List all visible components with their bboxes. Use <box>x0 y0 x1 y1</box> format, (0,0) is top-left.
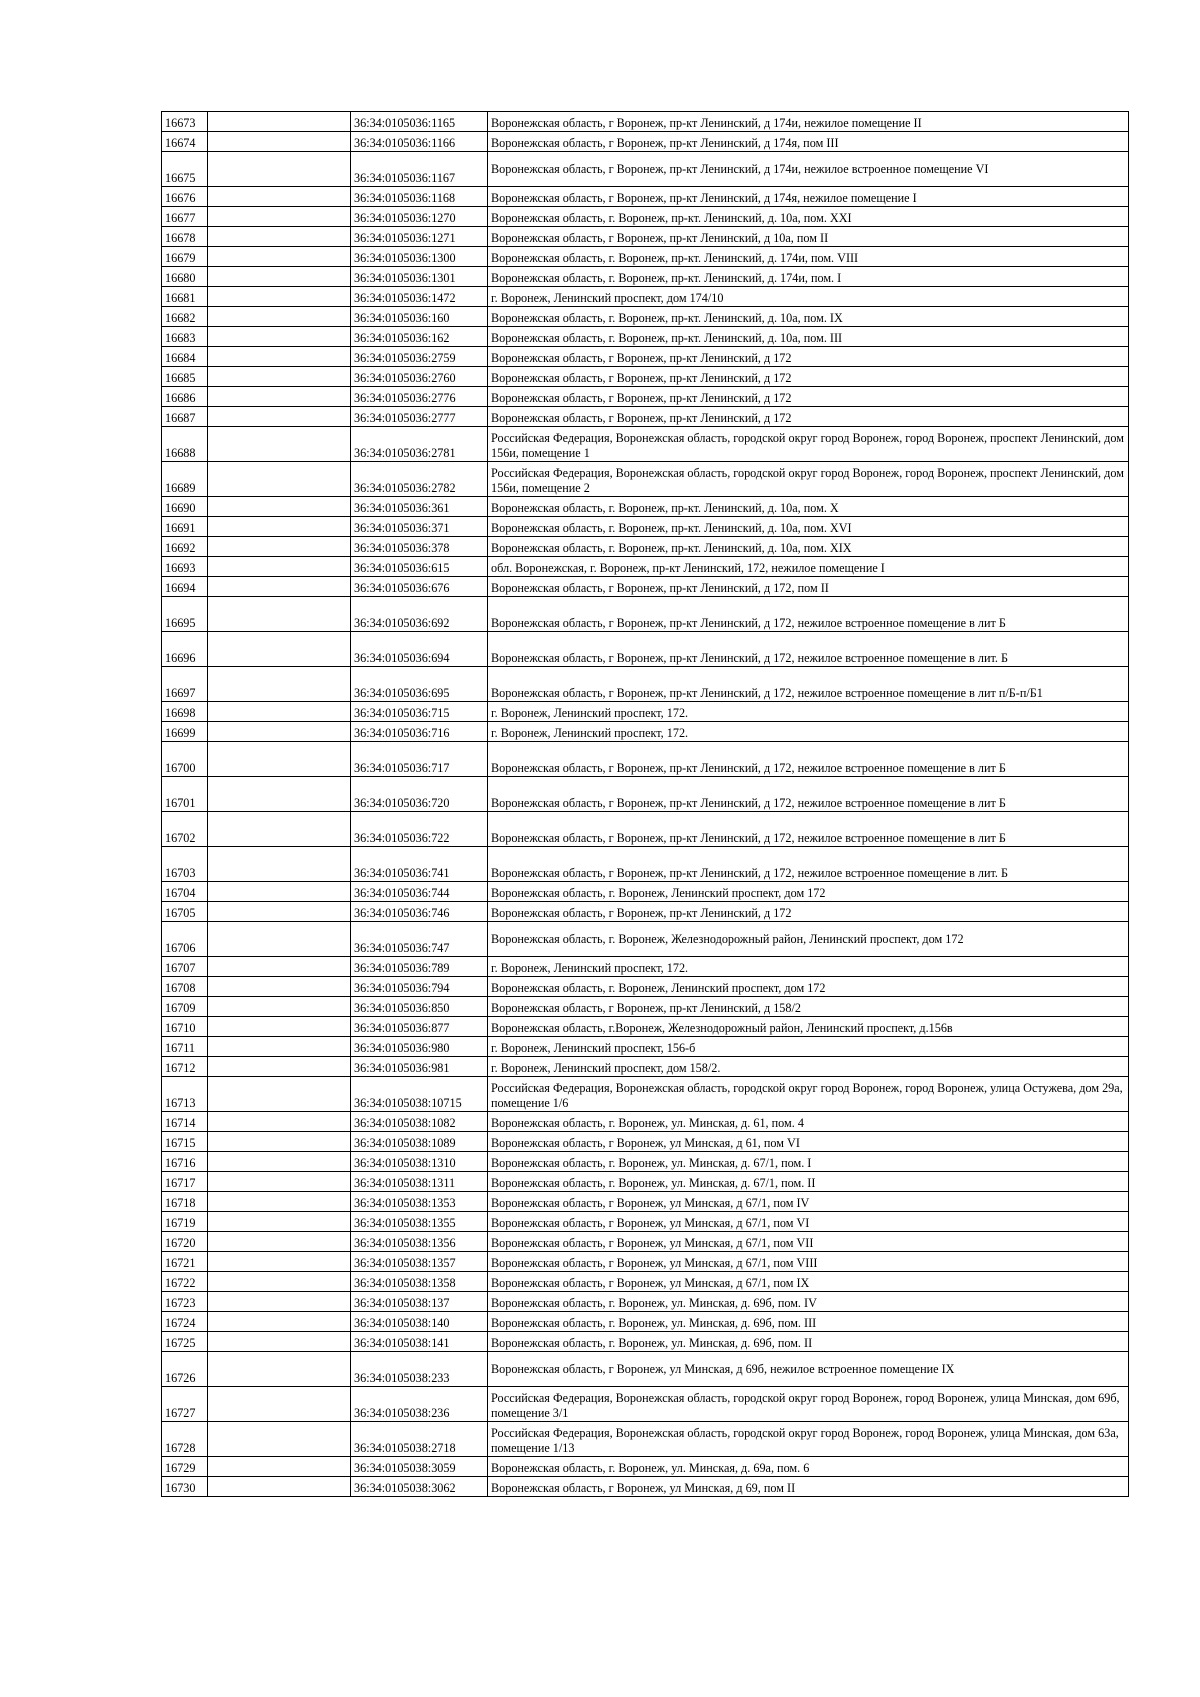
address-cell: Воронежская область, г.Воронеж, Железнодорожный район, Ленинский проспект, д.156в <box>488 1017 1129 1037</box>
table-row <box>162 1172 1129 1192</box>
cadastral-number-cell: 36:34:0105036:162 <box>351 327 488 347</box>
empty-cell <box>208 307 351 327</box>
address-cell: Воронежская область, г. Воронеж, ул. Минская, д. 69а, пом. 6 <box>488 1457 1129 1477</box>
row-number-cell: 16730 <box>162 1477 208 1497</box>
address-cell: Воронежская область, г. Воронеж, ул. Минская, д. 67/1, пом. II <box>488 1172 1129 1192</box>
address-cell: Воронежская область, г Воронеж, пр-кт Ленинский, д 174и, нежилое встроенное помещение VI <box>488 152 1129 187</box>
table-row <box>162 742 1129 777</box>
row-number-cell: 16720 <box>162 1232 208 1252</box>
cadastral-number-cell: 36:34:0105036:1472 <box>351 287 488 307</box>
row-number-cell: 16688 <box>162 427 208 462</box>
table-row <box>162 517 1129 537</box>
cadastral-number-cell: 36:34:0105038:233 <box>351 1352 488 1387</box>
cadastral-number-cell: 36:34:0105036:716 <box>351 722 488 742</box>
table-row <box>162 112 1129 132</box>
address-cell: Воронежская область, г Воронеж, ул Минская, д 67/1, пом IV <box>488 1192 1129 1212</box>
table-row <box>162 1292 1129 1312</box>
table-row <box>162 667 1129 702</box>
table-row <box>162 347 1129 367</box>
table-row <box>162 387 1129 407</box>
table-row <box>162 1352 1129 1387</box>
address-cell: Воронежская область, г Воронеж, пр-кт Ленинский, д 172, нежилое встроенное помещение в лит. Б <box>488 632 1129 667</box>
table-row <box>162 247 1129 267</box>
cadastral-number-cell: 36:34:0105036:2777 <box>351 407 488 427</box>
row-number-cell: 16706 <box>162 922 208 957</box>
table-row <box>162 1037 1129 1057</box>
table-row <box>162 187 1129 207</box>
cadastral-number-cell: 36:34:0105036:615 <box>351 557 488 577</box>
address-cell: Российская Федерация, Воронежская область, городской округ город Воронеж, город Воронеж, проспект Ленинский, дом 156и, помещение 2 <box>488 462 1129 497</box>
table-row <box>162 882 1129 902</box>
row-number-cell: 16691 <box>162 517 208 537</box>
empty-cell <box>208 1477 351 1497</box>
empty-cell <box>208 1037 351 1057</box>
row-number-cell: 16705 <box>162 902 208 922</box>
table-row <box>162 152 1129 187</box>
cadastral-number-cell: 36:34:0105036:2776 <box>351 387 488 407</box>
table-row <box>162 997 1129 1017</box>
cadastral-number-cell: 36:34:0105036:1166 <box>351 132 488 152</box>
address-cell: Воронежская область, г. Воронеж, Железнодорожный район, Ленинский проспект, дом 172 <box>488 922 1129 957</box>
empty-cell <box>208 882 351 902</box>
table-row <box>162 1252 1129 1272</box>
row-number-cell: 16682 <box>162 307 208 327</box>
row-number-cell: 16674 <box>162 132 208 152</box>
empty-cell <box>208 577 351 597</box>
empty-cell <box>208 742 351 777</box>
row-number-cell: 16684 <box>162 347 208 367</box>
address-cell: Воронежская область, г Воронеж, пр-кт Ленинский, д 172 <box>488 407 1129 427</box>
table-row <box>162 327 1129 347</box>
table-row <box>162 632 1129 667</box>
cadastral-number-cell: 36:34:0105036:980 <box>351 1037 488 1057</box>
address-cell: Воронежская область, г. Воронеж, Ленинский проспект, дом 172 <box>488 882 1129 902</box>
address-cell: Воронежская область, г Воронеж, пр-кт Ленинский, д 172 <box>488 367 1129 387</box>
cadastral-number-cell: 36:34:0105038:137 <box>351 1292 488 1312</box>
empty-cell <box>208 557 351 577</box>
empty-cell <box>208 152 351 187</box>
empty-cell <box>208 497 351 517</box>
row-number-cell: 16677 <box>162 207 208 227</box>
table-row <box>162 777 1129 812</box>
empty-cell <box>208 427 351 462</box>
cadastral-number-cell: 36:34:0105036:2782 <box>351 462 488 497</box>
empty-cell <box>208 777 351 812</box>
address-cell: г. Воронеж, Ленинский проспект, 172. <box>488 722 1129 742</box>
cadastral-number-cell: 36:34:0105038:236 <box>351 1387 488 1422</box>
empty-cell <box>208 1212 351 1232</box>
cadastral-number-cell: 36:34:0105038:3059 <box>351 1457 488 1477</box>
cadastral-number-cell: 36:34:0105036:694 <box>351 632 488 667</box>
cadastral-number-cell: 36:34:0105036:2759 <box>351 347 488 367</box>
empty-cell <box>208 267 351 287</box>
table-row <box>162 497 1129 517</box>
empty-cell <box>208 1292 351 1312</box>
cadastral-number-cell: 36:34:0105036:1165 <box>351 112 488 132</box>
cadastral-number-cell: 36:34:0105036:160 <box>351 307 488 327</box>
address-cell: Воронежская область, г Воронеж, ул Минская, д 61, пом VI <box>488 1132 1129 1152</box>
table-row <box>162 1332 1129 1352</box>
row-number-cell: 16680 <box>162 267 208 287</box>
cadastral-number-cell: 36:34:0105036:741 <box>351 847 488 882</box>
table-row <box>162 957 1129 977</box>
empty-cell <box>208 287 351 307</box>
row-number-cell: 16685 <box>162 367 208 387</box>
table-row <box>162 1272 1129 1292</box>
table-row <box>162 1057 1129 1077</box>
address-cell: Воронежская область, г. Воронеж, ул. Минская, д. 67/1, пом. I <box>488 1152 1129 1172</box>
row-number-cell: 16673 <box>162 112 208 132</box>
empty-cell <box>208 847 351 882</box>
cadastral-number-cell: 36:34:0105036:1300 <box>351 247 488 267</box>
row-number-cell: 16693 <box>162 557 208 577</box>
empty-cell <box>208 327 351 347</box>
address-cell: г. Воронеж, Ленинский проспект, 156-б <box>488 1037 1129 1057</box>
address-cell: Воронежская область, г Воронеж, пр-кт Ленинский, д 172, нежилое встроенное помещение в лит Б <box>488 812 1129 847</box>
empty-cell <box>208 407 351 427</box>
table-row <box>162 922 1129 957</box>
row-number-cell: 16692 <box>162 537 208 557</box>
empty-cell <box>208 1132 351 1152</box>
row-number-cell: 16696 <box>162 632 208 667</box>
row-number-cell: 16727 <box>162 1387 208 1422</box>
table-row <box>162 227 1129 247</box>
table-row <box>162 367 1129 387</box>
empty-cell <box>208 207 351 227</box>
empty-cell <box>208 1352 351 1387</box>
table-row <box>162 1457 1129 1477</box>
row-number-cell: 16722 <box>162 1272 208 1292</box>
cadastral-number-cell: 36:34:0105036:1168 <box>351 187 488 207</box>
empty-cell <box>208 1232 351 1252</box>
address-cell: Российская Федерация, Воронежская область, городской округ город Воронеж, город Воронеж, улица Остужева, дом 29а, помещение 1/6 <box>488 1077 1129 1112</box>
cadastral-number-cell: 36:34:0105036:717 <box>351 742 488 777</box>
address-cell: обл. Воронежская, г. Воронеж, пр-кт Ленинский, 172, нежилое помещение I <box>488 557 1129 577</box>
cadastral-number-cell: 36:34:0105038:1089 <box>351 1132 488 1152</box>
empty-cell <box>208 247 351 267</box>
row-number-cell: 16711 <box>162 1037 208 1057</box>
row-number-cell: 16723 <box>162 1292 208 1312</box>
address-cell: Воронежская область, г. Воронеж, ул. Минская, д. 69б, пом. II <box>488 1332 1129 1352</box>
cadastral-number-cell: 36:34:0105036:850 <box>351 997 488 1017</box>
address-cell: Воронежская область, г. Воронеж, пр-кт. Ленинский, д. 10а, пом. XIX <box>488 537 1129 557</box>
address-cell: г. Воронеж, Ленинский проспект, дом 158/2. <box>488 1057 1129 1077</box>
empty-cell <box>208 1152 351 1172</box>
address-cell: Российская Федерация, Воронежская область, городской округ город Воронеж, город Воронеж, улица Минская, дом 63а, помещение 1/13 <box>488 1422 1129 1457</box>
address-cell: Воронежская область, г. Воронеж, ул. Минская, д. 61, пом. 4 <box>488 1112 1129 1132</box>
cadastral-number-cell: 36:34:0105036:378 <box>351 537 488 557</box>
cadastral-number-cell: 36:34:0105036:981 <box>351 1057 488 1077</box>
cadastral-number-cell: 36:34:0105036:722 <box>351 812 488 847</box>
row-number-cell: 16719 <box>162 1212 208 1232</box>
cadastral-number-cell: 36:34:0105038:2718 <box>351 1422 488 1457</box>
row-number-cell: 16724 <box>162 1312 208 1332</box>
row-number-cell: 16712 <box>162 1057 208 1077</box>
address-cell: Воронежская область, г Воронеж, пр-кт Ленинский, д 172 <box>488 347 1129 367</box>
cadastral-number-cell: 36:34:0105036:692 <box>351 597 488 632</box>
address-cell: Воронежская область, г. Воронеж, пр-кт. Ленинский, д. 174и, пом. VIII <box>488 247 1129 267</box>
empty-cell <box>208 1387 351 1422</box>
cadastral-number-cell: 36:34:0105038:10715 <box>351 1077 488 1112</box>
cadastral-number-cell: 36:34:0105036:361 <box>351 497 488 517</box>
address-cell: г. Воронеж, Ленинский проспект, 172. <box>488 957 1129 977</box>
address-cell: Воронежская область, г Воронеж, пр-кт Ленинский, д 172 <box>488 387 1129 407</box>
table-row <box>162 1387 1129 1422</box>
empty-cell <box>208 462 351 497</box>
cadastral-number-cell: 36:34:0105036:747 <box>351 922 488 957</box>
row-number-cell: 16716 <box>162 1152 208 1172</box>
table-body <box>162 112 1129 1497</box>
table-row <box>162 1212 1129 1232</box>
empty-cell <box>208 812 351 847</box>
row-number-cell: 16728 <box>162 1422 208 1457</box>
row-number-cell: 16700 <box>162 742 208 777</box>
row-number-cell: 16686 <box>162 387 208 407</box>
row-number-cell: 16703 <box>162 847 208 882</box>
table-row <box>162 1112 1129 1132</box>
cadastral-number-cell: 36:34:0105036:744 <box>351 882 488 902</box>
cadastral-number-cell: 36:34:0105036:1301 <box>351 267 488 287</box>
address-cell: Воронежская область, г Воронеж, ул Минская, д 67/1, пом IX <box>488 1272 1129 1292</box>
row-number-cell: 16694 <box>162 577 208 597</box>
table-row <box>162 597 1129 632</box>
table-row <box>162 902 1129 922</box>
address-cell: Воронежская область, г. Воронеж, пр-кт. Ленинский, д. 10а, пом. III <box>488 327 1129 347</box>
address-cell: Воронежская область, г Воронеж, пр-кт Ленинский, д 10а, пом II <box>488 227 1129 247</box>
address-cell: Российская Федерация, Воронежская область, городской округ город Воронеж, город Воронеж, проспект Ленинский, дом 156и, помещение 1 <box>488 427 1129 462</box>
table-row <box>162 132 1129 152</box>
empty-cell <box>208 112 351 132</box>
property-register-table <box>161 111 1129 1497</box>
row-number-cell: 16690 <box>162 497 208 517</box>
row-number-cell: 16681 <box>162 287 208 307</box>
empty-cell <box>208 597 351 632</box>
row-number-cell: 16701 <box>162 777 208 812</box>
table-row <box>162 407 1129 427</box>
table-row <box>162 267 1129 287</box>
row-number-cell: 16702 <box>162 812 208 847</box>
empty-cell <box>208 1172 351 1192</box>
row-number-cell: 16726 <box>162 1352 208 1387</box>
cadastral-number-cell: 36:34:0105038:1356 <box>351 1232 488 1252</box>
address-cell: Российская Федерация, Воронежская область, городской округ город Воронеж, город Воронеж, улица Минская, дом 69б, помещение 3/1 <box>488 1387 1129 1422</box>
empty-cell <box>208 902 351 922</box>
cadastral-number-cell: 36:34:0105038:1357 <box>351 1252 488 1272</box>
row-number-cell: 16678 <box>162 227 208 247</box>
cadastral-number-cell: 36:34:0105036:1167 <box>351 152 488 187</box>
row-number-cell: 16675 <box>162 152 208 187</box>
address-cell: г. Воронеж, Ленинский проспект, дом 174/10 <box>488 287 1129 307</box>
cadastral-number-cell: 36:34:0105038:1311 <box>351 1172 488 1192</box>
cadastral-number-cell: 36:34:0105038:1355 <box>351 1212 488 1232</box>
address-cell: Воронежская область, г Воронеж, пр-кт Ленинский, д 158/2 <box>488 997 1129 1017</box>
empty-cell <box>208 1017 351 1037</box>
table-row <box>162 1477 1129 1497</box>
row-number-cell: 16721 <box>162 1252 208 1272</box>
empty-cell <box>208 367 351 387</box>
row-number-cell: 16713 <box>162 1077 208 1112</box>
table-row <box>162 287 1129 307</box>
address-cell: Воронежская область, г Воронеж, ул Минская, д 67/1, пом VI <box>488 1212 1129 1232</box>
empty-cell <box>208 1422 351 1457</box>
address-cell: Воронежская область, г. Воронеж, пр-кт. Ленинский, д. 10а, пом. X <box>488 497 1129 517</box>
cadastral-number-cell: 36:34:0105038:141 <box>351 1332 488 1352</box>
cadastral-number-cell: 36:34:0105036:715 <box>351 702 488 722</box>
row-number-cell: 16707 <box>162 957 208 977</box>
empty-cell <box>208 1332 351 1352</box>
cadastral-number-cell: 36:34:0105038:1353 <box>351 1192 488 1212</box>
empty-cell <box>208 517 351 537</box>
table-row <box>162 1077 1129 1112</box>
row-number-cell: 16695 <box>162 597 208 632</box>
cadastral-number-cell: 36:34:0105036:2781 <box>351 427 488 462</box>
address-cell: Воронежская область, г. Воронеж, пр-кт. Ленинский, д. 10а, пом. XXI <box>488 207 1129 227</box>
table-row <box>162 1422 1129 1457</box>
empty-cell <box>208 1192 351 1212</box>
cadastral-number-cell: 36:34:0105038:1358 <box>351 1272 488 1292</box>
cadastral-number-cell: 36:34:0105036:695 <box>351 667 488 702</box>
empty-cell <box>208 1312 351 1332</box>
row-number-cell: 16715 <box>162 1132 208 1152</box>
address-cell: Воронежская область, г. Воронеж, ул. Минская, д. 69б, пом. IV <box>488 1292 1129 1312</box>
table-row <box>162 702 1129 722</box>
cadastral-number-cell: 36:34:0105036:1270 <box>351 207 488 227</box>
address-cell: Воронежская область, г Воронеж, ул Минская, д 69, пом II <box>488 1477 1129 1497</box>
row-number-cell: 16687 <box>162 407 208 427</box>
row-number-cell: 16710 <box>162 1017 208 1037</box>
table-row <box>162 462 1129 497</box>
register-table-page <box>161 111 1129 1497</box>
address-cell: Воронежская область, г Воронеж, ул Минская, д 67/1, пом VII <box>488 1232 1129 1252</box>
cadastral-number-cell: 36:34:0105036:794 <box>351 977 488 997</box>
address-cell: Воронежская область, г. Воронеж, пр-кт. Ленинский, д. 10а, пом. XVI <box>488 517 1129 537</box>
address-cell: Воронежская область, г Воронеж, пр-кт Ленинский, д 172, пом II <box>488 577 1129 597</box>
table-row <box>162 1312 1129 1332</box>
table-row <box>162 207 1129 227</box>
address-cell: Воронежская область, г. Воронеж, пр-кт. Ленинский, д. 10а, пом. IX <box>488 307 1129 327</box>
address-cell: Воронежская область, г Воронеж, пр-кт Ленинский, д 172, нежилое встроенное помещение в лит Б <box>488 742 1129 777</box>
table-row <box>162 577 1129 597</box>
empty-cell <box>208 347 351 367</box>
row-number-cell: 16708 <box>162 977 208 997</box>
row-number-cell: 16729 <box>162 1457 208 1477</box>
table-row <box>162 557 1129 577</box>
address-cell: Воронежская область, г Воронеж, пр-кт Ленинский, д 172, нежилое встроенное помещение в лит п/Б-п/Б1 <box>488 667 1129 702</box>
empty-cell <box>208 667 351 702</box>
empty-cell <box>208 997 351 1017</box>
address-cell: Воронежская область, г Воронеж, пр-кт Ленинский, д 172 <box>488 902 1129 922</box>
table-row <box>162 722 1129 742</box>
empty-cell <box>208 387 351 407</box>
row-number-cell: 16699 <box>162 722 208 742</box>
cadastral-number-cell: 36:34:0105036:1271 <box>351 227 488 247</box>
address-cell: Воронежская область, г Воронеж, пр-кт Ленинский, д 174и, нежилое помещение II <box>488 112 1129 132</box>
row-number-cell: 16679 <box>162 247 208 267</box>
empty-cell <box>208 1112 351 1132</box>
cadastral-number-cell: 36:34:0105038:3062 <box>351 1477 488 1497</box>
cadastral-number-cell: 36:34:0105038:1310 <box>351 1152 488 1172</box>
row-number-cell: 16704 <box>162 882 208 902</box>
empty-cell <box>208 977 351 997</box>
row-number-cell: 16714 <box>162 1112 208 1132</box>
table-row <box>162 1232 1129 1252</box>
row-number-cell: 16676 <box>162 187 208 207</box>
table-row <box>162 977 1129 997</box>
address-cell: Воронежская область, г. Воронеж, пр-кт. Ленинский, д. 174и, пом. I <box>488 267 1129 287</box>
table-row <box>162 537 1129 557</box>
address-cell: Воронежская область, г. Воронеж, ул. Минская, д. 69б, пом. III <box>488 1312 1129 1332</box>
table-row <box>162 1192 1129 1212</box>
cadastral-number-cell: 36:34:0105036:371 <box>351 517 488 537</box>
row-number-cell: 16689 <box>162 462 208 497</box>
row-number-cell: 16718 <box>162 1192 208 1212</box>
empty-cell <box>208 537 351 557</box>
address-cell: Воронежская область, г Воронеж, пр-кт Ленинский, д 174я, пом III <box>488 132 1129 152</box>
cadastral-number-cell: 36:34:0105036:676 <box>351 577 488 597</box>
cadastral-number-cell: 36:34:0105036:877 <box>351 1017 488 1037</box>
row-number-cell: 16683 <box>162 327 208 347</box>
table-row <box>162 1017 1129 1037</box>
cadastral-number-cell: 36:34:0105038:140 <box>351 1312 488 1332</box>
empty-cell <box>208 922 351 957</box>
empty-cell <box>208 632 351 667</box>
table-row <box>162 427 1129 462</box>
empty-cell <box>208 1457 351 1477</box>
empty-cell <box>208 1272 351 1292</box>
table-row <box>162 812 1129 847</box>
empty-cell <box>208 1077 351 1112</box>
empty-cell <box>208 227 351 247</box>
address-cell: Воронежская область, г Воронеж, пр-кт Ленинский, д 172, нежилое встроенное помещение в лит. Б <box>488 847 1129 882</box>
empty-cell <box>208 722 351 742</box>
address-cell: Воронежская область, г. Воронеж, Ленинский проспект, дом 172 <box>488 977 1129 997</box>
address-cell: Воронежская область, г Воронеж, пр-кт Ленинский, д 174я, нежилое помещение I <box>488 187 1129 207</box>
empty-cell <box>208 187 351 207</box>
cadastral-number-cell: 36:34:0105036:2760 <box>351 367 488 387</box>
address-cell: Воронежская область, г Воронеж, ул Минская, д 67/1, пом VIII <box>488 1252 1129 1272</box>
empty-cell <box>208 702 351 722</box>
row-number-cell: 16717 <box>162 1172 208 1192</box>
empty-cell <box>208 1057 351 1077</box>
table-row <box>162 1132 1129 1152</box>
address-cell: Воронежская область, г Воронеж, пр-кт Ленинский, д 172, нежилое встроенное помещение в лит Б <box>488 777 1129 812</box>
table-row <box>162 1152 1129 1172</box>
empty-cell <box>208 132 351 152</box>
table-row <box>162 847 1129 882</box>
row-number-cell: 16709 <box>162 997 208 1017</box>
cadastral-number-cell: 36:34:0105036:789 <box>351 957 488 977</box>
address-cell: Воронежская область, г Воронеж, ул Минская, д 69б, нежилое встроенное помещение IX <box>488 1352 1129 1387</box>
empty-cell <box>208 957 351 977</box>
empty-cell <box>208 1252 351 1272</box>
row-number-cell: 16725 <box>162 1332 208 1352</box>
address-cell: г. Воронеж, Ленинский проспект, 172. <box>488 702 1129 722</box>
cadastral-number-cell: 36:34:0105036:746 <box>351 902 488 922</box>
cadastral-number-cell: 36:34:0105038:1082 <box>351 1112 488 1132</box>
table-row <box>162 307 1129 327</box>
cadastral-number-cell: 36:34:0105036:720 <box>351 777 488 812</box>
address-cell: Воронежская область, г Воронеж, пр-кт Ленинский, д 172, нежилое встроенное помещение в лит Б <box>488 597 1129 632</box>
row-number-cell: 16697 <box>162 667 208 702</box>
row-number-cell: 16698 <box>162 702 208 722</box>
